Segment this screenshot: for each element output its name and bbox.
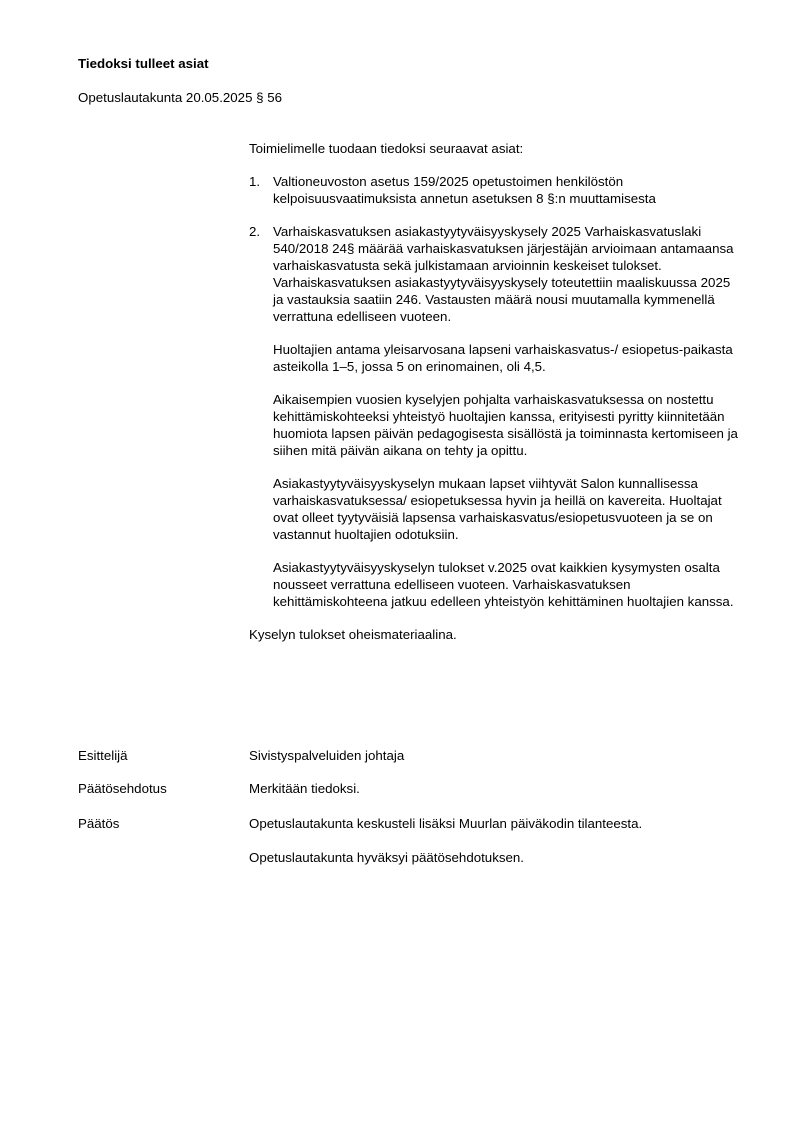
page-title: Tiedoksi tulleet asiat	[78, 56, 209, 71]
decision-line: Opetuslautakunta hyväksyi päätösehdotuksen.	[249, 850, 524, 865]
presenter-label: Esittelijä	[78, 748, 128, 763]
intro-text: Toimielimelle tuodaan tiedoksi seuraavat asiat:	[249, 141, 524, 156]
appendix-note: Kyselyn tulokset oheismateriaalina.	[249, 627, 457, 642]
item-number: 2.	[249, 224, 261, 239]
item-paragraph: Huoltajien antama yleisarvosana lapseni varhaiskasvatus-/ esiopetus-paikasta asteikolla 1–5, jossa 5 on erinomainen, oli 4,5.	[273, 342, 733, 374]
list-item	[249, 173, 739, 207]
decision-label: Päätös	[78, 816, 120, 831]
presenter-value: Sivistyspalveluiden johtaja	[249, 748, 405, 763]
item-paragraph: Varhaiskasvatuksen asiakastyytyväisyyskysely 2025 Varhaiskasvatuslaki 540/2018 24§ määrää varhaiskasvatuksen järjestäjän arvioimaan antamaansa varhaiskasvatusta sekä julkistamaan arvioinnin keskeiset tulokset. Varhaiskasvatuksen asiakastyytyväisyyskysely toteutettiin maaliskuussa 2025 ja vastauksia saatiin 246. Vastausten määrä nousi muutamalla kymmenellä verrattuna edelliseen vuoteen.	[273, 224, 734, 324]
meeting-reference: Opetuslautakunta 20.05.2025 § 56	[78, 90, 283, 105]
proposal-value: Merkitään tiedoksi.	[249, 781, 360, 796]
proposal-label: Päätösehdotus	[78, 781, 167, 796]
document-body	[249, 140, 739, 643]
item-paragraph: Asiakastyytyväisyyskyselyn mukaan lapset viihtyvät Salon kunnallisessa varhaiskasvatuksessa/ esiopetuksessa hyvin ja heillä on kavereita. Huoltajat ovat olleet tyytyväisiä lapsensa varhaiskasvatus/esiopetusvuoteen ja se on vastannut huoltajien odotuksiin.	[273, 476, 722, 542]
item-paragraph: Aikaisempien vuosien kyselyjen pohjalta varhaiskasvatuksessa on nostettu kehittämiskohteeksi yhteistyö huoltajien kanssa, erityisesti pyritty kiinnitetään huomiota lapsen päivän pedagogisesta sisällöstä ja toiminnasta kertomiseen ja siihen mitä päivän aikana on tehty ja opittu.	[273, 392, 738, 458]
item-list	[249, 173, 739, 610]
list-item	[249, 223, 739, 610]
decision-line: Opetuslautakunta keskusteli lisäksi Muurlan päiväkodin tilanteesta.	[249, 816, 643, 831]
item-number: 1.	[249, 174, 261, 189]
item-paragraph: Asiakastyytyväisyyskyselyn tulokset v.2025 ovat kaikkien kysymysten osalta nousseet verrattuna edelliseen vuoteen. Varhaiskasvatuksen kehittämiskohteena jatkuu edelleen yhteistyön kehittäminen huoltajien kanssa.	[273, 560, 734, 609]
item-paragraph: Valtioneuvoston asetus 159/2025 opetustoimen henkilöstön kelpoisuusvaatimuksista annetun asetuksen 8 §:n muuttamisesta	[273, 174, 656, 206]
